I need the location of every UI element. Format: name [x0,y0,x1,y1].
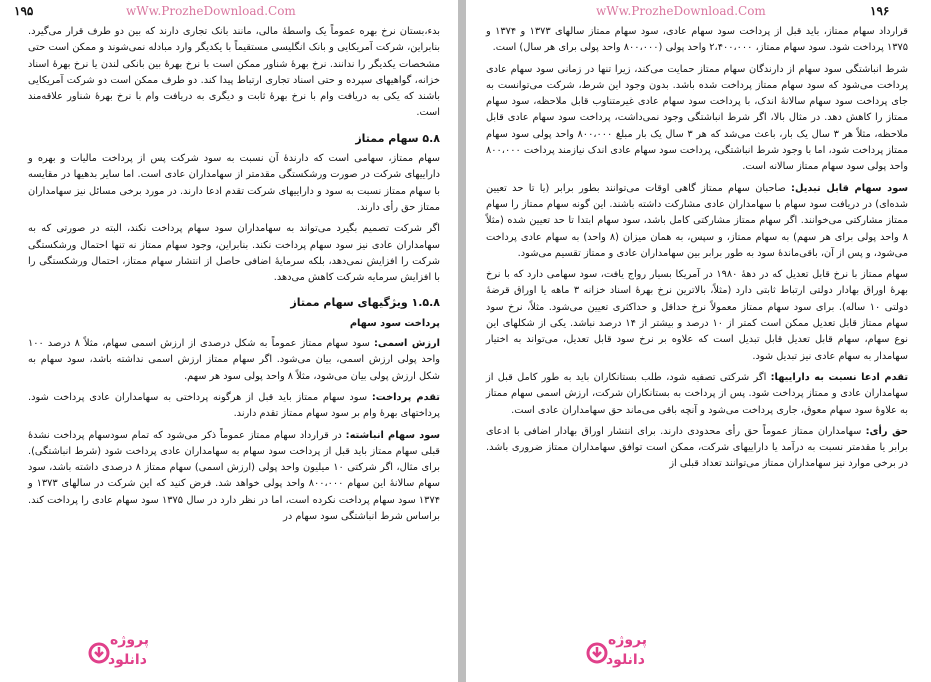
priority-label: تقدم پرداخت: [371,391,440,403]
adjustable-rate-paragraph: سهام ممتاز با نرخ قابل تعدیل که در دههٔ ۱۹۸۰ در آمریکا بسیار رواج یافت، سود سهامی دارد که با نرخ بهرهٔ اوراق بهادار دولتی ارتباط ثابتی دارد (مثلاً، بالاترین نرخ بهرهٔ اسناد خزانه ۳ ماهه یا اوراق قرضهٔ دولتی ۱۰ ساله). برای سود سهام ممتاز معمولاً نرخ حداقل و حداکثری تعیین می‌شود. مثلاً، نرخ سود سهام ممتاز قابل تعدیل ممکن است کمتر از ۱۰ درصد و بیشتر از ۱۴ درصد نباشد. یکی از شکلهای این نوع سهام، سهام قابل تعدیل قابل تبدیل است که علاوه بر نرخ سود قابل تعدیل، می‌تواند به اختیار سهامدار به سهام عادی نیز تبدیل شود. [486,269,909,362]
convertible-text: صاحبان سهام ممتاز گاهی اوقات می‌توانند بطور برابر (یا تا حد تعیین شده‌ای) در دریافت سود سهام با سهامداران عادی مشارکت داشته باشند. این گونه سهام ممتاز را سهام ممتاز مشارکتی می‌خوانند. اگر سهام ممتاز مشارکتی کامل باشد، سود سهام ابتدا تا حد تعیین شده (مثلاً ۸ واحد پولی برای هر سهم) به سهام ممتاز، و سپس، به همان میزان (۸ واحد) به سهام عادی پرداخت می‌شود، و پس از آن، باقی‌ماندهٔ سود به طور برابر بین سهامداران عادی و ممتاز تقسیم می‌شود. [486,182,908,259]
left-site-logo [88,630,148,678]
logo-text-line1: پروژه [608,632,647,648]
subsection-subheading-dividend: پرداخت سود سهام [349,317,440,329]
voting-right-label: حق رأی: [865,425,908,437]
left-page-number: ۱۹۵ [14,4,34,18]
priority-text: سود سهام ممتاز باید قبل از هرگونه پرداختی به سهامداران عادی پرداخت شود. پرداختهای بهرهٔ وام بر سود سهام ممتاز تقدم دارند. [28,391,440,420]
par-value-paragraph [28,336,440,385]
cumulative-text: در قرارداد سهام ممتاز عموماً ذکر می‌شود که تمام سودسهام پرداخت نشدهٔ قبلی سهام ممتاز باید قبل از پرداخت سود سهام به سهامداران عادی پرداخت شود (شرط انباشتگی). برای مثال، اگر شرکتی ۱۰ میلیون واحد پولی (ارزش اسمی) سهام ممتاز ۸ درصدی داشته باشد، سود سهام سالانهٔ این سهام ۸۰۰،۰۰۰ واحد پولی خواهد شد. فرض کنید که این شرکت در سالهای ۱۳۷۳ و ۱۳۷۴ سود سهام پرداخت نکرده است، اما در نظر دارد در سال ۱۳۷۵ سود سهام عادی را پرداخت کند. براساس شرط انباشتگی سود سهام در [28,429,440,523]
logo-text-line2: دانلود [108,652,147,668]
par-value-text: سود سهام ممتاز عموماً به شکل درصدی از ارزش اسمی سهام، مثلاً ۸ درصد ۱۰۰ واحد پولی ارزش اسمی، بیان می‌شود. اگر سهام ممتاز ارزش اسمی نداشته باشد، سود سهام به شکل ارزش پولی بیان می‌شود، مثلاً ۸ واحد پولی سود هر سهم. [28,338,440,382]
assets-priority-paragraph [486,370,908,419]
subsection-heading-features: ۱.۵.۸ ویژگیهای سهام ممتاز [290,296,440,310]
voting-right-paragraph [486,424,908,473]
cumulative-paragraph [28,428,440,526]
download-logo-icon [586,642,608,664]
assets-priority-label: تقدم ادعا نسبت به داراییها: [770,371,908,383]
cumulative-protection-paragraph: شرط انباشتگی سود سهام از دارندگان سهام ممتاز حمایت می‌کند، زیرا تنها در زمانی سود سهام عادی پرداخت می‌شود که سود سهام ممتاز پرداخت شده باشد. بدون وجود این شرط، شرکت می‌توانست به جای پرداخت سود سهام سالانهٔ اندک، با پرداخت سود سهام عادی غیرمتناوب قابل ملاحظه، سود سهام ممتاز را کاهش دهد. در مثال بالا، اگر شرط انباشتگی وجود نمی‌داشت، پرداخت سود سهام عادی قابل ملاحظه، مثلاً هر ۳ سال یک بار، باعث می‌شد که هر ۳ سال یک بار مبلغ ۸۰۰،۰۰۰ واحد پولی سود سهام ممتاز پرداخت شود، اما با وجود شرط انباشتگی، پرداخت سود سهام عادی اندک نیازمند پرداخت ۸۰۰،۰۰۰ واحد پولی سود سهام ممتاز سالانه است. [486,63,908,173]
right-watermark: wWw.ProzheDownload.Com [596,4,766,18]
left-page-body [28,24,440,530]
cumulative-label: سود سهام انباشته: [345,429,440,441]
preferred-stock-dividend-paragraph: اگر شرکت تصمیم بگیرد می‌تواند به سهامداران سود سهام پرداخت نکند، البته در صورتی که به سهامداران عادی نیز سود سهام پرداخت نکند. بنابراین، وجود سهام ممتاز نه تنها احتمال ورشکستگی شرکت را افزایش نمی‌دهد، بلکه سرمایهٔ اضافی حاصل از انتشار سهام ممتاز، احتمال ورشکستگی را با افزایش سرمایه شرکت کاهش می‌دهد. [28,223,440,284]
right-page-body [486,24,908,478]
voting-right-text: سهامداران ممتاز عموماً حق رأی محدودی دارند. برای انتشار اوراق بهادار اضافی با ادعای برابر یا مقدمتر نسبت به درآمد یا داراییهای شرکت، ممکن است توافق سهامداران ممتاز ضروری باشد. در برخی موارد نیز سهامداران ممتاز می‌توانند تعداد قبلی از [486,425,908,470]
left-watermark: wWw.ProzheDownload.Com [126,4,296,18]
page-gutter [458,0,466,682]
preferred-stock-definition: سهام ممتاز، سهامی است که دارندهٔ آن نسبت به سود شرکت پس از پرداخت مالیات و بهره و داراییهای شرکت در صورت ورشکستگی مقدمتر از سهامداران عادی است. اما سایر بدهیها در مقایسه با سهام ممتاز نسبت به سود و داراییهای شرکت تقدم ادعا دارند. در مورد برخی مسائل نیز سهامداران ممتاز حق رأی دارند. [28,153,440,213]
assets-priority-text: اگر شرکتی تصفیه شود، طلب بستانکاران باید به طور کامل قبل از سهامداران عادی و ممتاز پرداخت شود. پس از پرداخت به بستانکاران شرکت، ارزش اسمی سهام ممتاز به علاوهٔ سود سهام معوق، جاری پرداخت می‌شود و آنچه باقی می‌ماند حق سهامداران عادی است. [486,371,908,416]
cumulative-continuation: قرارداد سهام ممتاز، باید قبل از پرداخت سود سهام عادی، سود سهام ممتاز سالهای ۱۳۷۳ و ۱۳۷۴ و ۱۳۷۵ پرداخت شود. سود سهام ممتاز، ۲،۴۰۰،۰۰۰ واحد پولی (۸۰۰،۰۰۰ واحد پولی برای هر سال) است. [486,26,908,54]
right-site-logo [586,630,646,678]
right-page [466,0,931,682]
left-page [0,0,458,682]
intro-paragraph: بدء،بستان نرخ بهره عموماً یک واسطهٔ مالی، مانند بانک تجاری دارند که بین دو طرف قرار می‌گیرد. بنابراین، شرکت آمریکایی و بانک انگلیسی مستقیماً با یکدیگر وارد مبادله نمی‌شوند و ممکن است حتی مشخصات یکدیگر را ندانند. نرخ بهرهٔ شناور ممکن است با نرخ بهرهٔ بین بانکی لندن یا نرخ بهرهٔ اسناد خزانه، گواهیهای سپرده و حتی اسناد تجاری ارتباط پیدا کند. دو طرف ممکن است دو شرکت آمریکایی باشند که یکی به دریافت وام با نرخ بهرهٔ ثابت و دیگری به دریافت وام با نرخ بهرهٔ شناور علاقه‌مند است. [28,26,440,119]
logo-text-line1: پروژه [110,632,149,648]
priority-paragraph [28,390,440,423]
convertible-label: سود سهام قابل تبدیل: [791,182,908,194]
convertible-paragraph [486,181,908,262]
par-value-label: ارزش اسمی: [374,338,440,350]
section-heading-preferred-stock: ۵.۸ سهام ممتاز [355,131,440,145]
download-logo-icon [88,642,110,664]
right-page-number: ۱۹۶ [870,4,890,18]
logo-text-line2: دانلود [606,652,645,668]
